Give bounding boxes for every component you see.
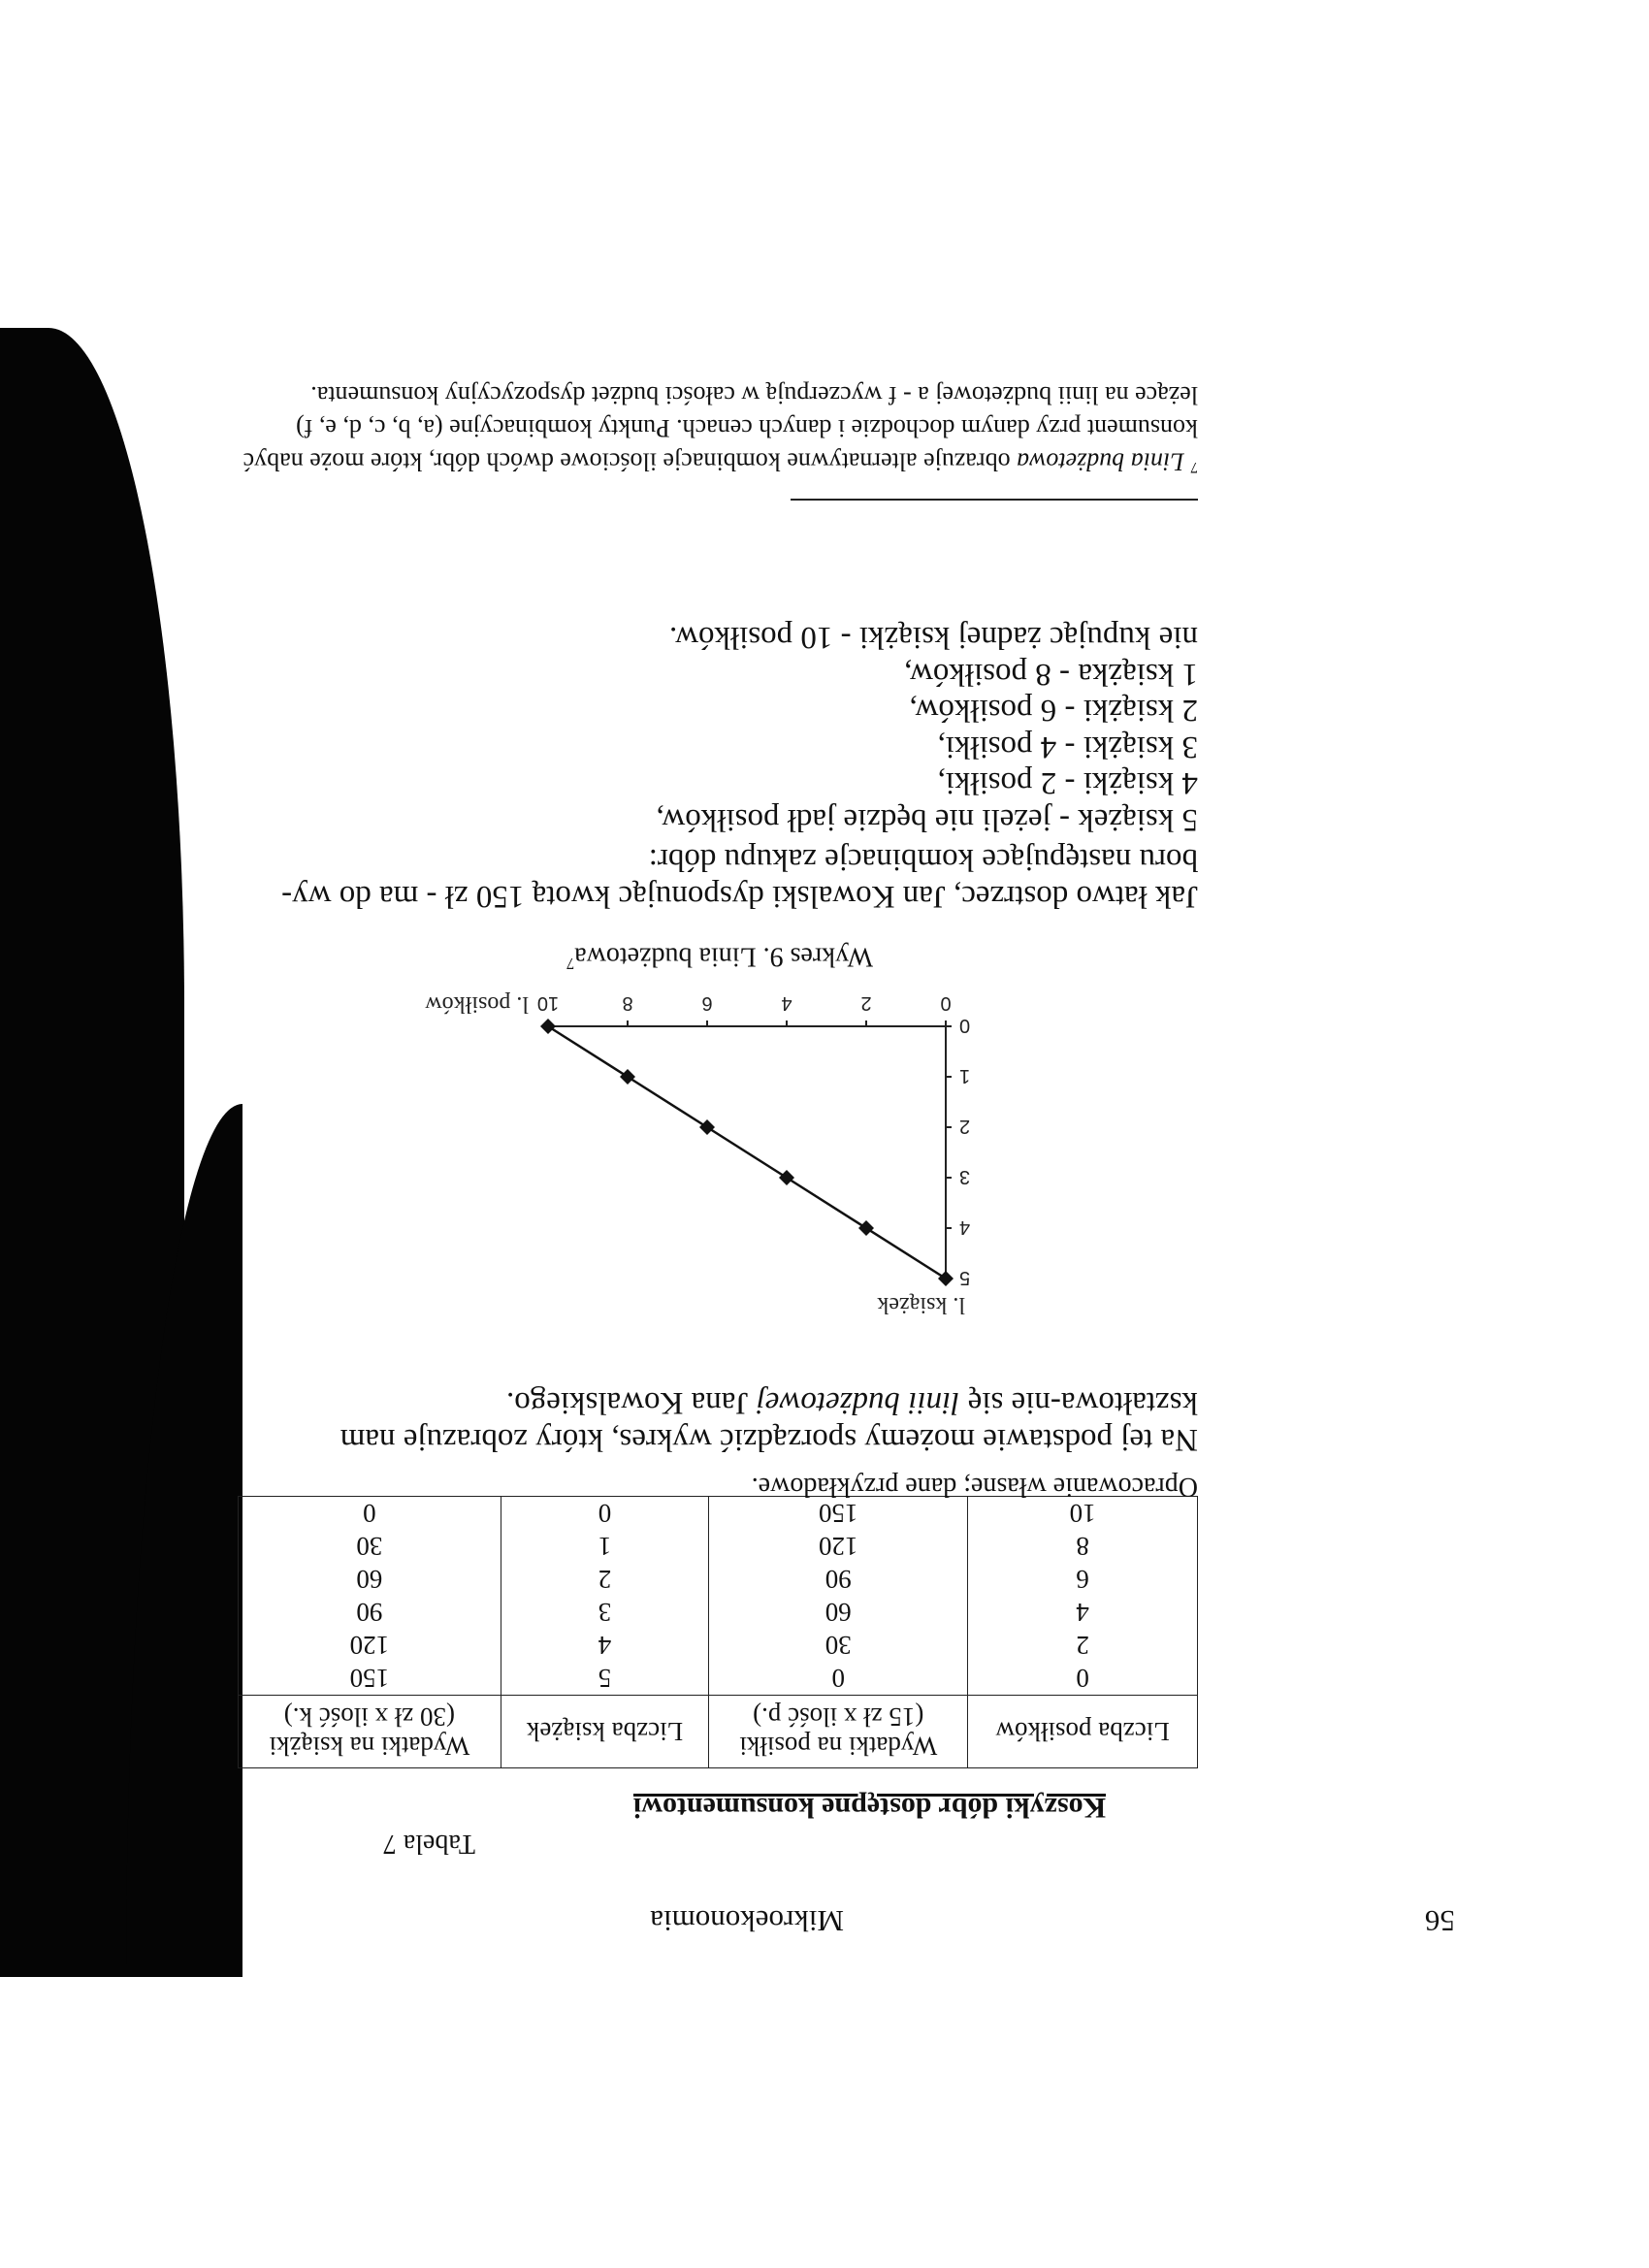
basket-table (238, 1496, 1198, 1768)
table-cell: 150 (239, 1662, 501, 1696)
y-tick-label: 0 (959, 1015, 971, 1036)
data-point-marker (938, 1271, 954, 1286)
page-number: 56 (1425, 1904, 1455, 1938)
list-item: 3 książki - 4 posiłki, (937, 729, 1198, 764)
table-cell: 120 (709, 1530, 968, 1563)
table-source-note: Opracowanie własne; dane przykładowe. (751, 1472, 1198, 1502)
table-cell: 4 (968, 1596, 1198, 1629)
chart-caption-footnote-mark: 7 (566, 955, 575, 973)
col-header-books (501, 1696, 708, 1768)
scan-edge-shadow (0, 328, 184, 1977)
intro-text-before: Na tej podstawie możemy sporządzić wykres, który zobrazuje nam kształtowa-nie się (340, 1385, 1198, 1457)
intro-paragraph (228, 1384, 1198, 1458)
table-cell: 90 (239, 1596, 501, 1629)
x-tick-label: 4 (781, 992, 792, 1014)
table-row (239, 1629, 1198, 1662)
list-item: 1 książka - 8 posiłków, (903, 657, 1198, 692)
table-cell: 30 (239, 1530, 501, 1563)
data-point-marker (620, 1069, 635, 1085)
x-tick-label: 10 (536, 992, 560, 1014)
table-cell: 60 (239, 1563, 501, 1596)
list-item: 5 książek - jeżeli nie będzie jadł posiłków, (656, 802, 1198, 837)
table-cell: 0 (968, 1662, 1198, 1696)
y-tick-label: 3 (959, 1166, 971, 1187)
combination-list (656, 619, 1198, 837)
y-tick-label: 1 (959, 1065, 971, 1086)
y-axis-label: l. książek (877, 1292, 965, 1317)
budget-line-chart (425, 920, 1120, 1385)
table-label: Tabela 7 (382, 1829, 475, 1859)
x-tick-label: 8 (622, 992, 633, 1014)
data-point-marker (858, 1220, 874, 1236)
col-header-meal-spending-line1: Wydatki na posiłki (739, 1732, 938, 1761)
footnote-divider (791, 499, 1198, 501)
data-point-marker (699, 1119, 715, 1135)
chart-caption-text: Wykres 9. Linia budżetowa (574, 941, 873, 972)
running-title: Mikroekonomia (650, 1904, 844, 1938)
table-cell: 1 (501, 1530, 708, 1563)
x-tick-label: 2 (860, 992, 872, 1014)
x-tick-label: 0 (940, 992, 952, 1014)
table-cell: 10 (968, 1497, 1198, 1531)
data-point-marker (540, 1019, 556, 1034)
col-header-book-spending-line2: (30 zł x ilość k.) (283, 1702, 455, 1732)
footnote-emph: Linia budżetowa (1017, 447, 1184, 476)
x-axis-label: l. posiłków (425, 991, 529, 1017)
col-header-books-line1: Liczba książek (526, 1717, 684, 1746)
options-paragraph: Jak łatwo dostrzec, Jan Kowalski dysponując kwotą 150 zł - ma do wy-boru następujące kombinacje zakupu dóbr: (281, 842, 1198, 914)
table-cell: 0 (239, 1497, 501, 1531)
table-cell: 4 (501, 1629, 708, 1662)
table-cell: 6 (968, 1563, 1198, 1596)
table-cell: 2 (968, 1629, 1198, 1662)
table-row (239, 1596, 1198, 1629)
table-cell: 60 (709, 1596, 968, 1629)
intro-text-after: Jana Kowalskiego. (505, 1385, 757, 1420)
table-row (239, 1662, 1198, 1696)
y-tick-label: 4 (959, 1216, 971, 1238)
table-cell: 5 (501, 1662, 708, 1696)
y-tick-label: 2 (959, 1116, 971, 1137)
list-item: 4 książki - 2 posiłki, (937, 765, 1198, 801)
table-cell: 120 (239, 1629, 501, 1662)
footnote-text: obrazuje alternatywne kombinacje ilościowe dwóch dóbr, które może nabyć konsument przy danym dochodzie i danych cenach. Punkty kombinacyjne (a, b, c, d, e, f) leżące na linii budżetowej a - f wyczerpują w całości budżet dyspozycyjny konsumenta. (242, 381, 1198, 476)
footnote (228, 378, 1198, 483)
col-header-meal-spending (709, 1696, 968, 1768)
x-tick-label: 6 (701, 992, 713, 1014)
table-cell: 0 (709, 1662, 968, 1696)
data-point-marker (779, 1170, 794, 1185)
col-header-meals-line1: Liczba posiłków (995, 1717, 1170, 1746)
table-cell: 150 (709, 1497, 968, 1531)
col-header-book-spending-line1: Wydatki na książki (269, 1732, 470, 1761)
footnote-mark: 7 (1190, 459, 1198, 475)
table-row (239, 1563, 1198, 1596)
intro-text-emph: linii budżetowej (756, 1385, 960, 1420)
table-cell: 90 (709, 1563, 968, 1596)
col-header-book-spending (239, 1696, 501, 1768)
y-tick-label: 5 (959, 1267, 971, 1288)
table-cell: 3 (501, 1596, 708, 1629)
table-row (239, 1530, 1198, 1563)
budget-line (548, 1026, 946, 1279)
chart-caption (566, 941, 873, 973)
table-header-row (239, 1696, 1198, 1768)
list-item: 2 książki - 6 posiłków, (909, 693, 1198, 729)
list-item: nie kupując żadnej książki - 10 posiłków. (669, 620, 1198, 656)
col-header-meals (968, 1696, 1198, 1768)
col-header-meal-spending-line2: (15 zł x ilość p.) (753, 1702, 924, 1732)
table-cell: 2 (501, 1563, 708, 1596)
table-cell: 30 (709, 1629, 968, 1662)
table-title: Koszyki dóbr dostępne konsumentowi (632, 1792, 1106, 1824)
table-cell: 8 (968, 1530, 1198, 1563)
table-cell: 0 (501, 1497, 708, 1531)
